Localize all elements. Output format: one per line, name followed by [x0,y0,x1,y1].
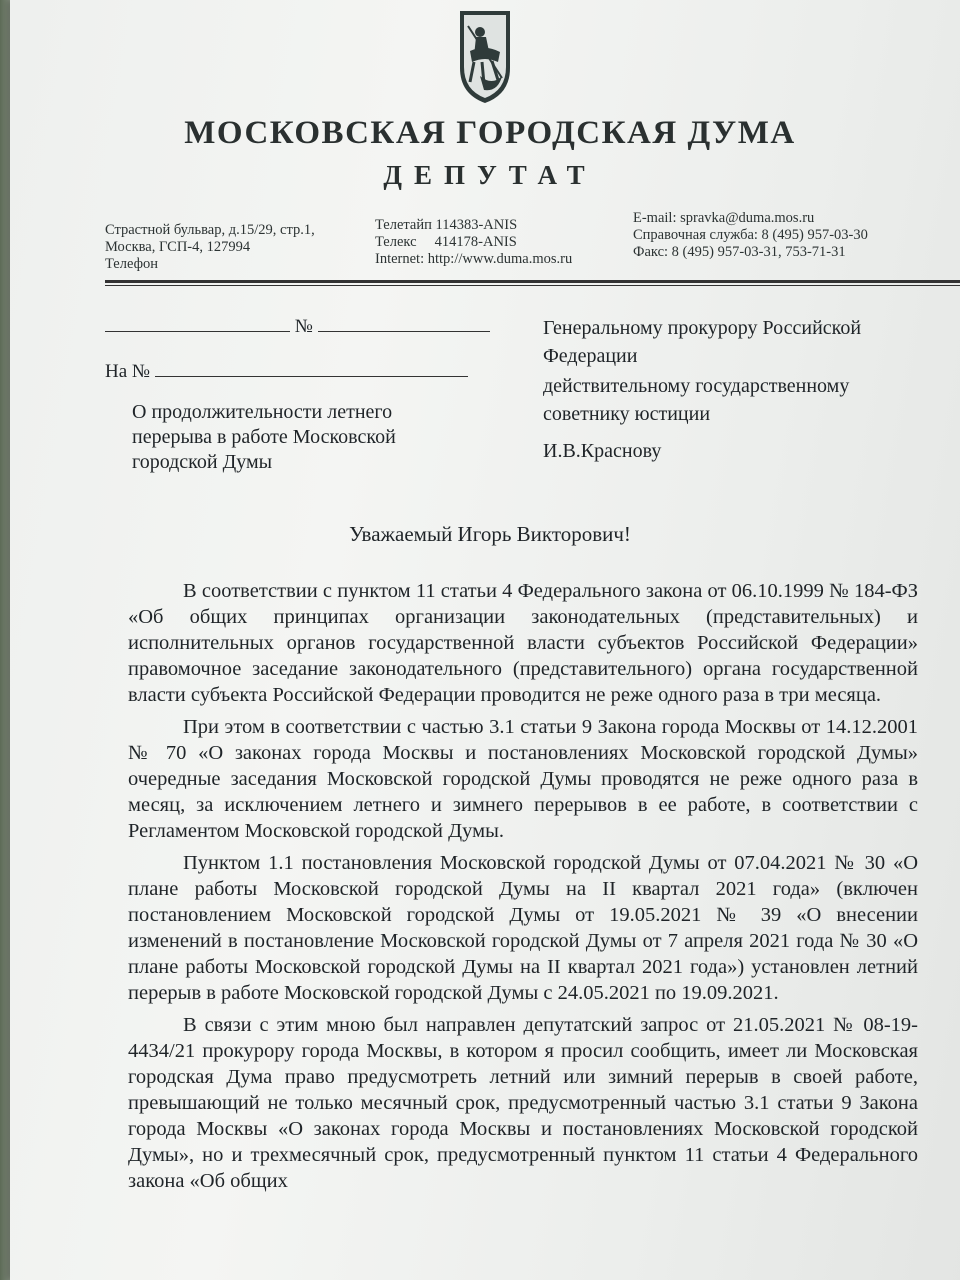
header-divider-thin [105,285,960,286]
addressee-position: Генеральному прокурору Российской Федерации [543,317,862,367]
contact-line: E-mail: spravka@duma.mos.ru [633,210,815,226]
contact-line: Факс: 8 (495) 957-03-31, 753-71-31 [633,244,846,260]
letter-body [128,578,918,1200]
contact-line: Справочная служба: 8 (495) 957-03-30 [633,227,868,243]
contact-line: Москва, ГСП-4, 127994 [105,239,251,255]
addressee-name: И.В.Краснову [543,440,662,462]
moscow-coat-of-arms-icon [440,6,530,106]
letter-page [10,0,960,1280]
contact-line: Телекс 414178-ANIS [375,234,517,250]
body-paragraph: В соответствии с пунктом 11 статьи 4 Федерального закона от 06.10.1999 № 184-ФЗ «Об общих принципах организации законодательных (представительных) и исполнительных органов государственной власти субъектов Российской Федерации» правомочное заседание законодательного (представительного) органа государственной власти субъекта Российской Федерации проводится не реже одного раза в три месяца. [128,580,918,706]
body-paragraph: При этом в соответствии с частью 3.1 статьи 9 Закона города Москвы от 14.12.2001 № 70 «О законах города Москвы и постановлениях Московской городской Думы» очередные заседания Московской городской Думы проводятся не реже одного раза в месяц, за исключением летнего и зимнего перерывов в ее работе, в соответствии с Регламентом Московской городской Думы. [128,716,918,842]
outgoing-number-field [105,313,490,338]
number-sign: № [294,316,313,337]
letter-subject: О продолжительности летнего перерыва в работе Московской городской Думы [132,401,396,473]
date-blank-line [105,313,290,332]
addressee-rank: действительному государственному советнику юстиции [543,375,850,425]
contact-line: Телефон [105,256,158,272]
reply-to-label: На № [105,361,151,382]
organization-name: МОСКОВСКАЯ ГОРОДСКАЯ ДУМА [184,115,796,151]
reply-to-blank-line [155,358,468,377]
number-blank-line [318,313,490,332]
reply-to-field [105,358,468,383]
header-divider-thick [105,280,960,283]
body-paragraph: Пунктом 1.1 постановления Московской городской Думы от 07.04.2021 № 30 «О плане работы Московской городской Думы на II квартал 2021 года» (включен постановлением Московской городской Думы от 19.05.2021 № 39 «О внесении изменений в постановление Московской городской Думы от 7 апреля 2021 года № 30 «О плане работы Московской городской Думы на II квартал 2021 года») установлен летний перерыв в работе Московской городской Думы с 24.05.2021 по 19.09.2021. [128,852,918,1004]
contact-telecom [375,217,572,268]
contact-email-phone [633,210,868,261]
contact-line: Internet: http://www.duma.mos.ru [375,251,573,267]
greeting: Уважаемый Игорь Викторович! [349,522,631,546]
contact-address [105,222,315,273]
contact-line: Телетайп 114383-ANIS [375,217,518,233]
body-paragraph: В связи с этим мною был направлен депутатский запрос от 21.05.2021 № 08-19-4434/21 прокурору города Москвы, в котором я просил сообщить, имеет ли Московская городская Дума право предусмотреть летний или зимний перерыв в своей работе, превышающий не только месячный срок, предусмотренный частью 3.1 статьи 9 Закона города Москвы «О законах города Москвы и постановлениях Московской городской Думы», но и трехмесячный срок, предусмотренный пунктом 11 статьи 4 Федерального закона «Об общих [128,1014,918,1192]
contact-line: Страстной бульвар, д.15/29, стр.1, [105,222,315,238]
deputy-title: ДЕПУТАТ [383,160,597,190]
